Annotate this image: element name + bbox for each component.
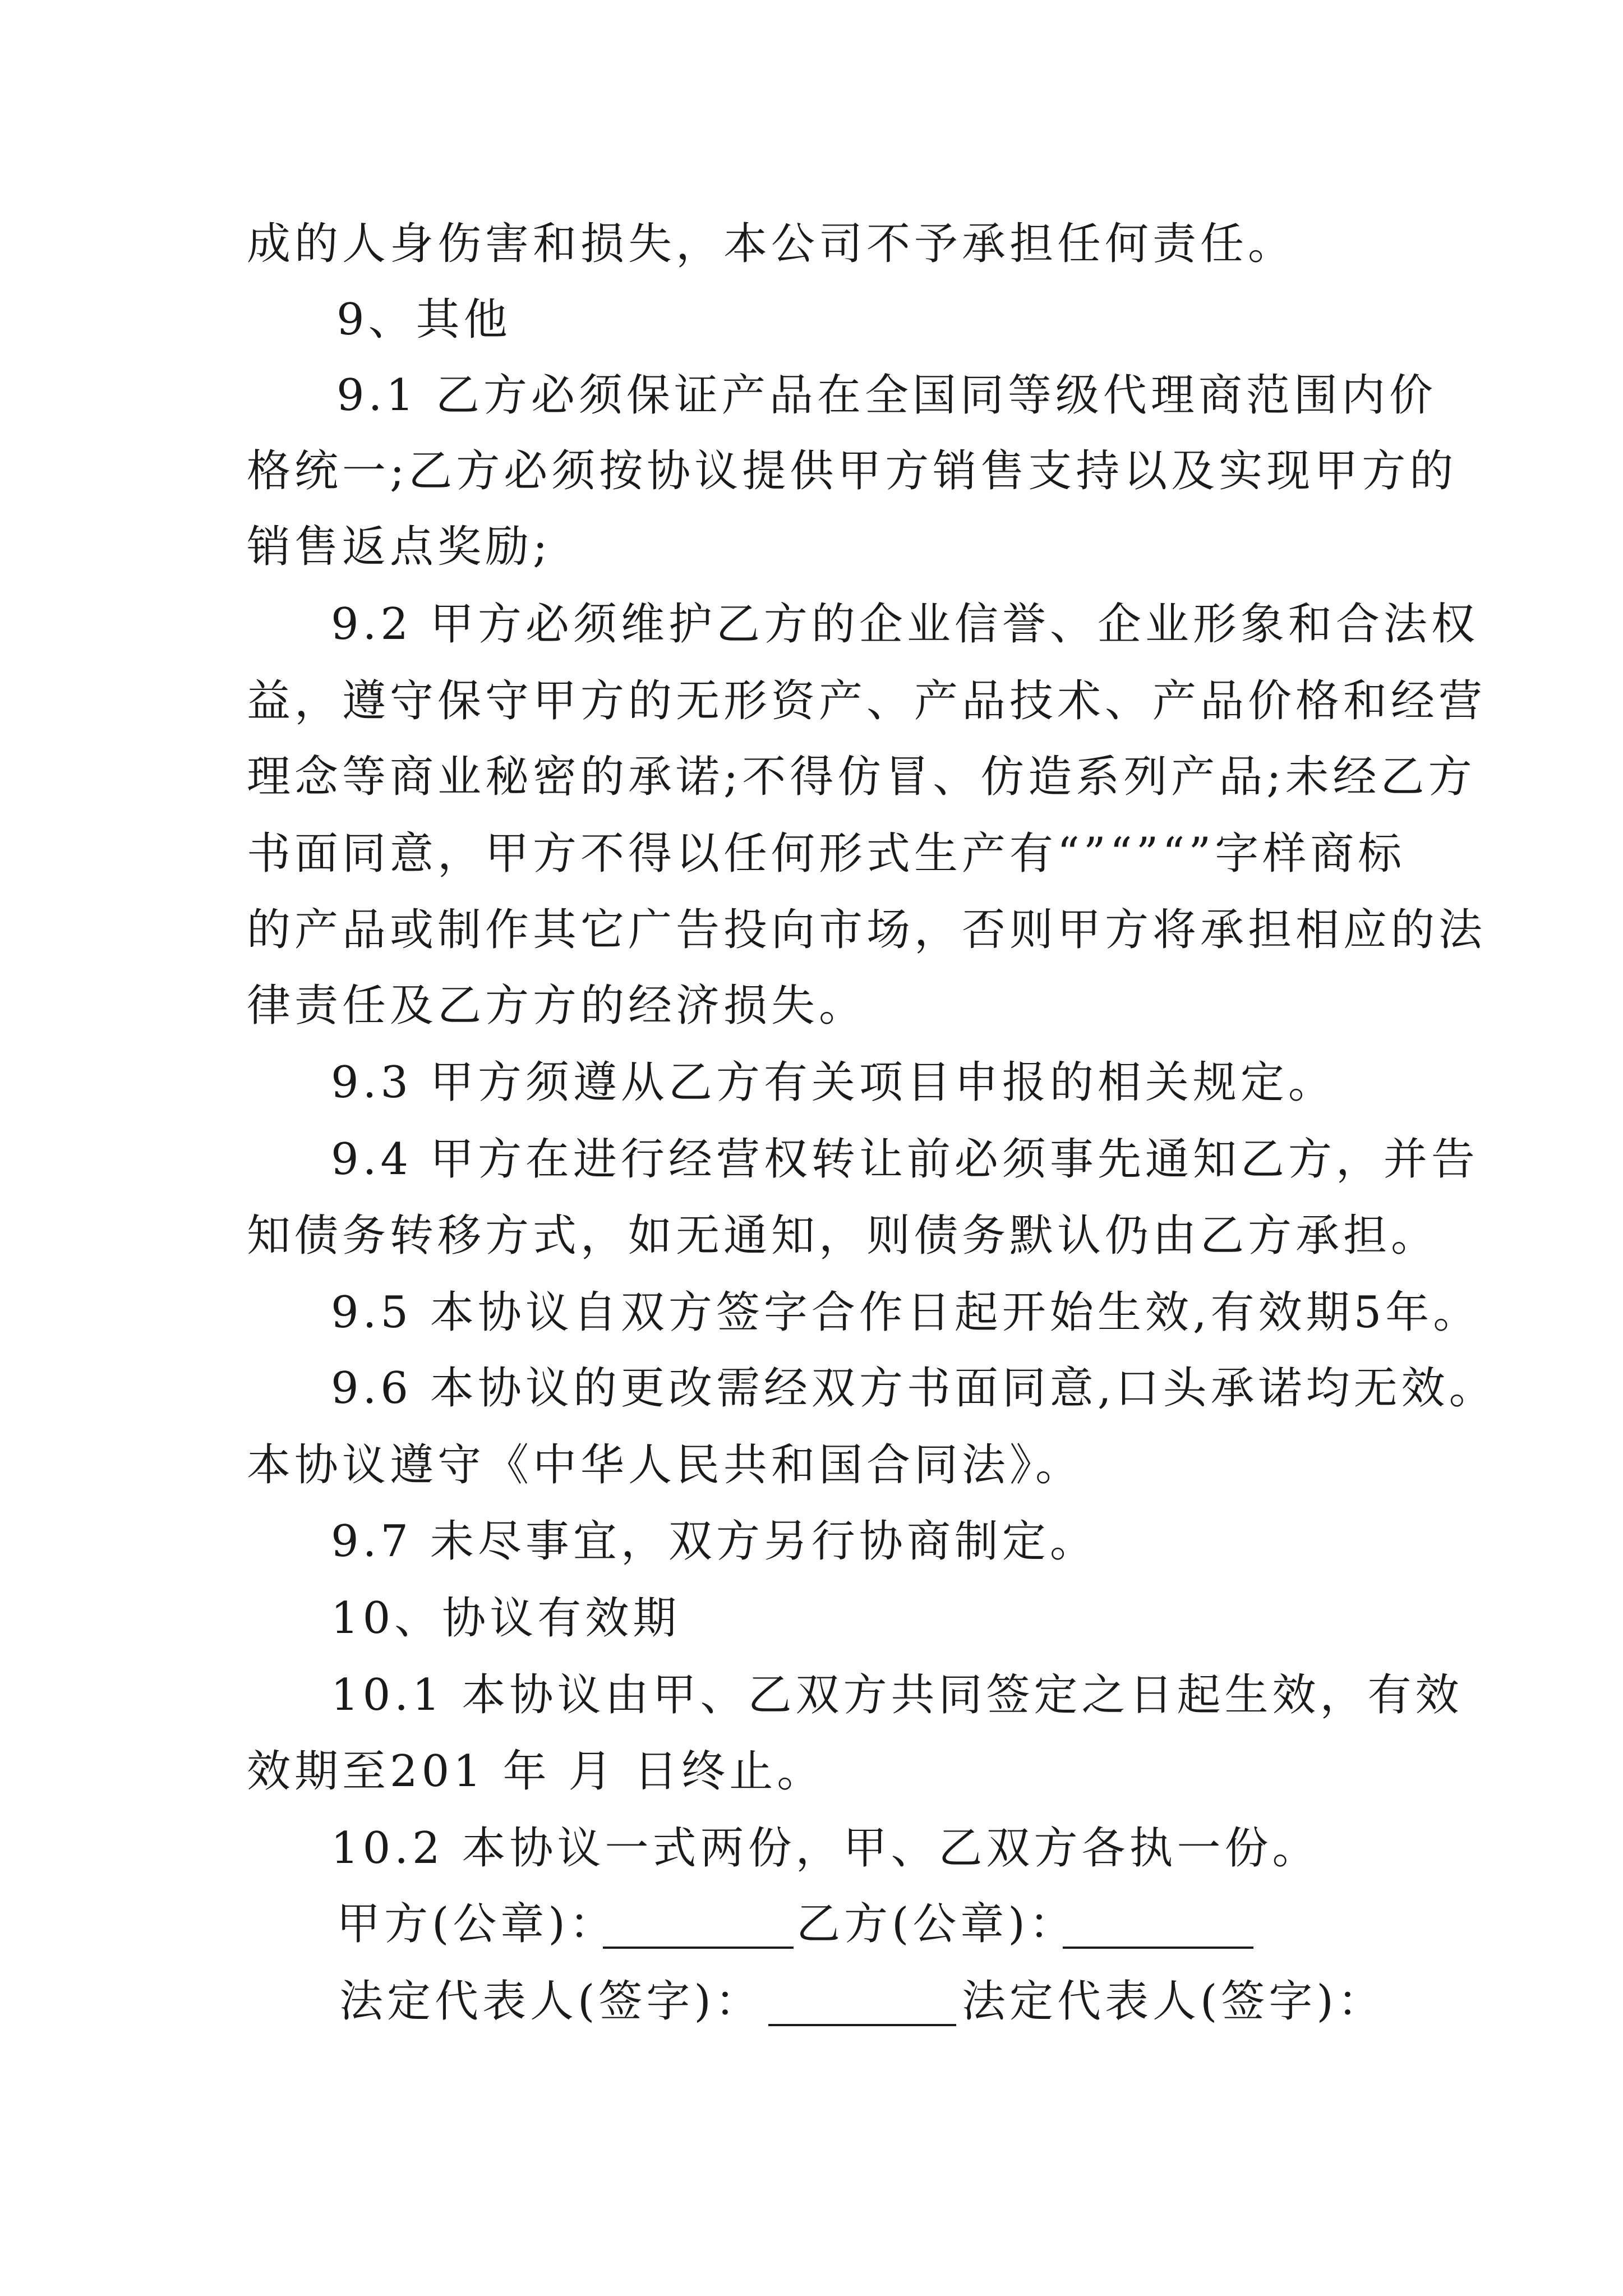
paragraph-line: 知债务转移方式，如无通知，则债务默认仍由乙方承担。 (247, 1211, 1439, 1261)
party-b-seal-blank (1063, 1947, 1253, 1949)
paragraph-line: 书面同意，甲方不得以任何形式生产有“”“”“”字样商标 (247, 829, 1406, 879)
party-b-seal-label: 乙方(公章)： (796, 1899, 1077, 1949)
paragraph-line: 9.1 乙方必须保证产品在全国同等级代理商范围内价 (336, 370, 1437, 421)
paragraph-line: 效期至201 年 月 日终止。 (247, 1746, 825, 1797)
paragraph-line: 9.3 甲方须遵从乙方有关项目申报的相关规定。 (331, 1057, 1336, 1108)
legal-rep-a-blank (768, 2024, 956, 2026)
paragraph-line: 的产品或制作其它广告投向市场，否则甲方将承担相应的法 (247, 905, 1487, 955)
paragraph-line: 格统一;乙方必须按协议提供甲方销售支持以及实现甲方的 (247, 446, 1458, 496)
paragraph-line: 9.7 未尽事宜，双方另行协商制定。 (331, 1516, 1098, 1567)
section-heading: 9、其他 (336, 295, 511, 345)
paragraph-line: 9.6 本协议的更改需经双方书面同意,口头承诺均无效。 (331, 1363, 1497, 1414)
paragraph-line: 销售返点奖励; (247, 522, 552, 572)
paragraph-line: 9.5 本协议自双方签字合作日起开始生效,有效期5年。 (331, 1287, 1481, 1338)
paragraph-line: 理念等商业秘密的承诺;不得仿冒、仿造系列产品;未经乙方 (247, 752, 1476, 802)
paragraph-line: 成的人身伤害和损失，本公司不予承担任何责任。 (247, 219, 1296, 269)
paragraph-line: 9.4 甲方在进行经营权转让前必须事先通知乙方，并告 (331, 1134, 1479, 1185)
legal-rep-b-label: 法定代表人(签字)： (962, 1976, 1385, 2027)
party-a-seal-blank (603, 1947, 794, 1949)
paragraph-line: 10.1 本协议由甲、乙双方共同签定之日起生效，有效 (331, 1670, 1463, 1720)
paragraph-line: 益，遵守保守甲方的无形资产、产品技术、产品价格和经营 (247, 676, 1487, 726)
paragraph-line: 10.2 本协议一式两份，甲、乙双方各执一份。 (331, 1823, 1320, 1874)
party-a-seal-label: 甲方(公章)： (336, 1899, 617, 1949)
legal-rep-a-label: 法定代表人(签字)： (339, 1976, 763, 2027)
paragraph-line: 律责任及乙方方的经济损失。 (247, 981, 867, 1031)
section-heading: 10、协议有效期 (331, 1593, 681, 1644)
paragraph-line: 本协议遵守《中华人民共和国合同法》。 (247, 1440, 1083, 1490)
paragraph-line: 9.2 甲方必须维护乙方的企业信誉、企业形象和合法权 (331, 599, 1479, 650)
